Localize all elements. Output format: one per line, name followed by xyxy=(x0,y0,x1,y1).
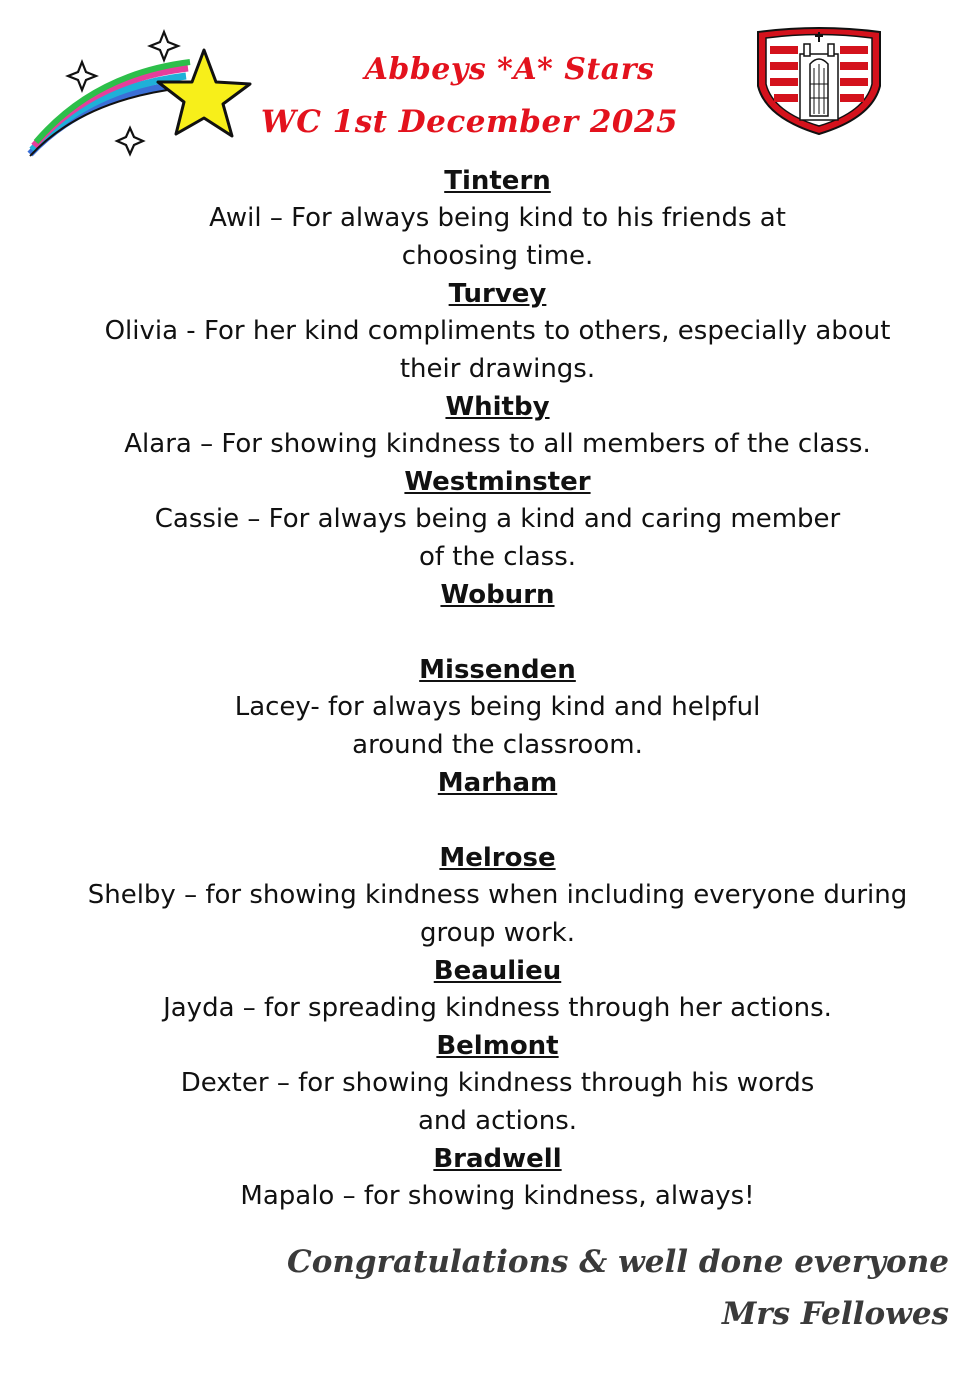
award-text: Alara – For showing kindness to all members of the class. xyxy=(124,429,871,459)
award-entry xyxy=(60,1141,935,1215)
award-entry xyxy=(60,276,935,388)
congratulations-message: Congratulations & well done everyone xyxy=(287,1244,949,1280)
award-text: Dexter – for showing kindness through his words and actions. xyxy=(180,1068,815,1136)
house-name: Belmont xyxy=(436,1031,559,1061)
award-entry xyxy=(60,765,935,839)
award-text: Jayda – for spreading kindness through her actions. xyxy=(163,993,832,1023)
award-entry xyxy=(60,652,935,764)
house-name: Whitby xyxy=(445,392,550,422)
award-text: Mapalo – for showing kindness, always! xyxy=(240,1181,755,1211)
house-name: Beaulieu xyxy=(433,956,562,986)
week-commencing-date: WC 1st December 2025 xyxy=(260,104,679,140)
signature: Mrs Fellowes xyxy=(721,1296,949,1332)
award-text: Cassie – For always being a kind and caring member of the class. xyxy=(154,504,841,572)
award-entry xyxy=(60,953,935,1027)
house-name: Melrose xyxy=(439,843,556,873)
empty-award xyxy=(60,613,935,651)
empty-award xyxy=(60,801,935,839)
awards-list xyxy=(60,162,935,1215)
document-title: Abbeys *A* Stars xyxy=(364,52,655,87)
house-name: Missenden xyxy=(419,655,576,685)
house-name: Westminster xyxy=(404,467,591,497)
award-text: Lacey- for always being kind and helpful around the classroom. xyxy=(234,692,761,760)
house-name: Turvey xyxy=(448,279,547,309)
award-entry xyxy=(60,464,935,576)
award-text: Shelby – for showing kindness when including everyone during group work. xyxy=(87,880,908,948)
house-name: Woburn xyxy=(440,580,555,610)
award-text: Awil – For always being kind to his friends at choosing time. xyxy=(209,203,786,271)
award-entry xyxy=(60,1028,935,1140)
award-entry xyxy=(60,163,935,275)
award-entry xyxy=(60,840,935,952)
award-entry xyxy=(60,577,935,651)
house-name: Tintern xyxy=(444,166,551,196)
award-text: Olivia - For her kind compliments to others, especially about their drawings. xyxy=(104,316,891,384)
award-entry xyxy=(60,389,935,463)
house-name: Marham xyxy=(437,768,558,798)
house-name: Bradwell xyxy=(433,1144,562,1174)
